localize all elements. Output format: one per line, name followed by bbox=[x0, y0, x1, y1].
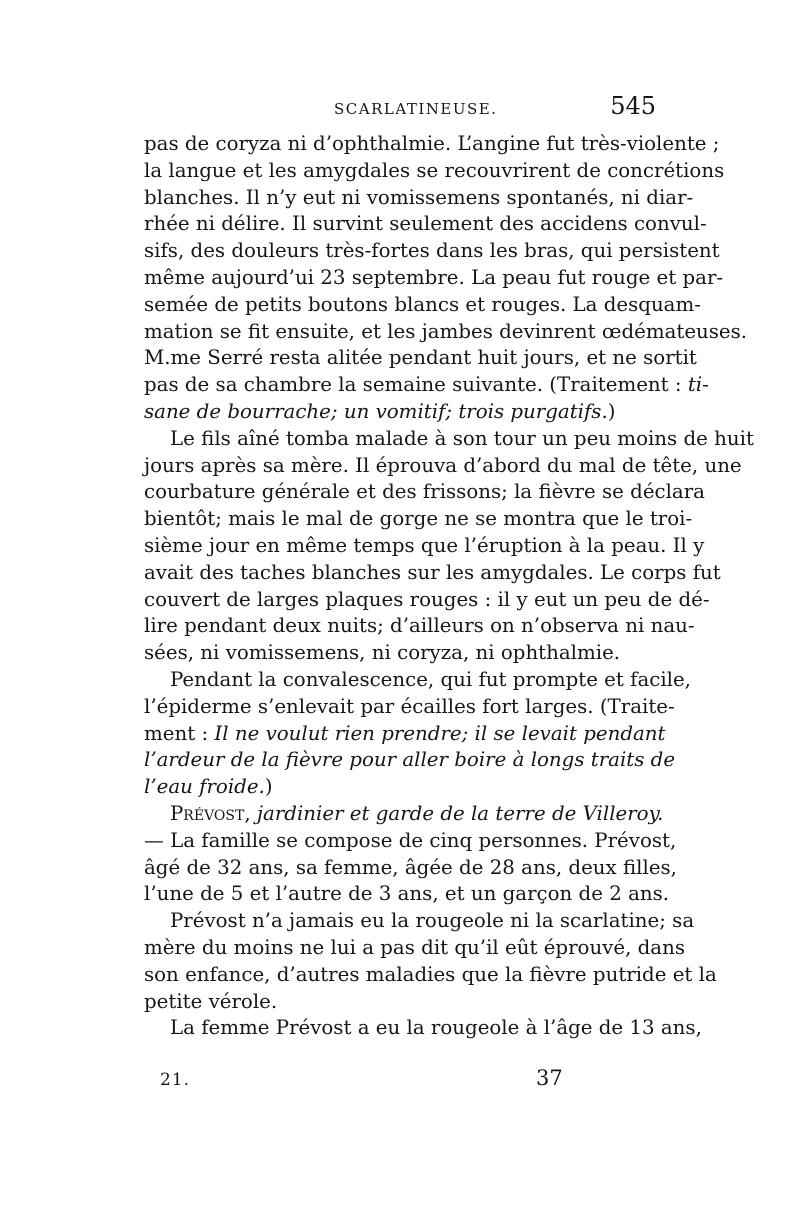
text-line bbox=[144, 801, 664, 828]
text-segment: mère du moins ne lui a pas dit qu’il eût éprouvé, dans bbox=[144, 935, 685, 959]
quire-number: 37 bbox=[536, 1066, 563, 1090]
page-number: 545 bbox=[610, 92, 656, 120]
text-segment: même aujourd’ui 23 septembre. La peau fut rouge et par- bbox=[144, 265, 724, 289]
text-segment: avait des taches blanches sur les amygdales. Le corps fut bbox=[144, 560, 721, 584]
signature-mark: 21. bbox=[160, 1070, 191, 1090]
text-line bbox=[144, 908, 695, 935]
italic-text: l’eau froide. bbox=[144, 775, 265, 799]
text-segment: sifs, des douleurs très-fortes dans les bras, qui persistent bbox=[144, 239, 720, 263]
body-text bbox=[144, 131, 754, 1042]
text-line bbox=[144, 587, 710, 614]
text-line bbox=[144, 265, 724, 292]
text-segment: , bbox=[244, 801, 257, 825]
text-segment: petite vérole. bbox=[144, 989, 278, 1013]
text-line bbox=[144, 372, 709, 399]
text-segment: ) bbox=[264, 775, 273, 799]
text-segment: l’épiderme s’enlevait par écailles fort larges. (Traite- bbox=[144, 694, 675, 718]
text-line bbox=[144, 855, 677, 882]
text-segment: couvert de larges plaques rouges : il y eut un peu de dé- bbox=[144, 587, 710, 611]
text-segment: La femme Prévost a eu la rougeole à l’âge de 13 ans, bbox=[170, 1016, 702, 1040]
text-line bbox=[144, 694, 675, 721]
text-line bbox=[144, 211, 707, 238]
text-line bbox=[144, 613, 695, 640]
text-segment: bientôt; mais le mal de gorge ne se montra que le troi- bbox=[144, 507, 693, 531]
text-line bbox=[144, 721, 666, 748]
text-segment: la langue et les amygdales se recouvrirent de concrétions bbox=[144, 158, 725, 182]
text-line bbox=[144, 399, 656, 426]
italic-text: Il ne voulut rien prendre; il se levait pendant bbox=[214, 721, 666, 745]
text-line bbox=[144, 560, 721, 587]
text-segment: sième jour en même temps que l’éruption à la peau. Il y bbox=[144, 533, 705, 557]
text-line bbox=[144, 345, 697, 372]
text-segment: Le fils aîné tomba malade à son tour un peu moins de huit bbox=[170, 426, 754, 450]
text-line bbox=[144, 747, 676, 774]
text-segment: — La famille se compose de cinq personnes. Prévost, bbox=[144, 828, 677, 852]
italic-text: jardinier et garde de la terre de Villeroy. bbox=[256, 801, 664, 825]
text-line bbox=[144, 962, 717, 989]
text-segment: sées, ni vomissemens, ni coryza, ni ophthalmie. bbox=[144, 641, 621, 665]
text-line bbox=[144, 426, 754, 453]
text-line bbox=[144, 640, 656, 667]
text-line bbox=[144, 185, 694, 212]
text-line bbox=[144, 989, 656, 1016]
text-segment: pas de coryza ni d’ophthalmie. L’angine fut très-violente ; bbox=[144, 132, 720, 155]
italic-text: sane de bourrache; un vomitif; trois purgatifs. bbox=[144, 399, 608, 423]
text-segment: rhée ni délire. Il survint seulement des accidens convul- bbox=[144, 212, 707, 236]
page-header bbox=[144, 92, 656, 128]
text-segment: blanches. Il n’y eut ni vomissemens spontanés, ni diar- bbox=[144, 185, 694, 209]
text-segment: âgé de 32 ans, sa femme, âgée de 28 ans, deux filles, bbox=[144, 855, 677, 879]
text-segment: Prévost bbox=[170, 801, 245, 825]
text-line bbox=[144, 453, 742, 480]
page-footer bbox=[160, 1066, 610, 1096]
text-line bbox=[144, 1015, 702, 1042]
text-segment: Prévost n’a jamais eu la rougeole ni la scarlatine; sa bbox=[170, 909, 695, 933]
text-line bbox=[144, 533, 705, 560]
text-line bbox=[144, 292, 701, 319]
text-segment: pas de sa chambre la semaine suivante. (Traitement : bbox=[144, 373, 688, 397]
text-line bbox=[144, 828, 677, 855]
text-segment: ment : bbox=[144, 721, 215, 745]
text-segment: M.me Serré resta alitée pendant huit jours, et ne sortit bbox=[144, 346, 697, 370]
text-line bbox=[144, 506, 693, 533]
text-segment: semée de petits boutons blancs et rouges. La desquam- bbox=[144, 292, 701, 316]
text-segment: Pendant la convalescence, qui fut prompte et facile, bbox=[170, 667, 691, 691]
text-segment: jours après sa mère. Il éprouva d’abord du mal de tête, une bbox=[144, 453, 742, 477]
text-segment: l’une de 5 et l’autre de 3 ans, et un garçon de 2 ans. bbox=[144, 882, 670, 906]
text-line bbox=[144, 319, 748, 346]
text-line bbox=[144, 238, 720, 265]
text-segment: son enfance, d’autres maladies que la fièvre putride et la bbox=[144, 962, 717, 986]
text-line bbox=[144, 131, 720, 158]
text-segment: courbature générale et des frissons; la fièvre se déclara bbox=[144, 480, 705, 504]
text-segment: ) bbox=[607, 399, 616, 423]
text-line bbox=[144, 479, 705, 506]
text-line bbox=[144, 158, 725, 185]
text-line bbox=[144, 935, 685, 962]
text-segment: mation se fit ensuite, et les jambes devinrent œdémateuses. bbox=[144, 319, 748, 343]
text-line bbox=[144, 667, 691, 694]
running-title: SCARLATINEUSE. bbox=[334, 100, 498, 118]
italic-text: l’ardeur de la fièvre pour aller boire à longs traits de bbox=[144, 748, 676, 772]
text-line bbox=[144, 774, 656, 801]
italic-text: ti- bbox=[687, 373, 709, 397]
text-segment: lire pendant deux nuits; d’ailleurs on n’observa ni nau- bbox=[144, 614, 695, 638]
text-line bbox=[144, 881, 670, 908]
